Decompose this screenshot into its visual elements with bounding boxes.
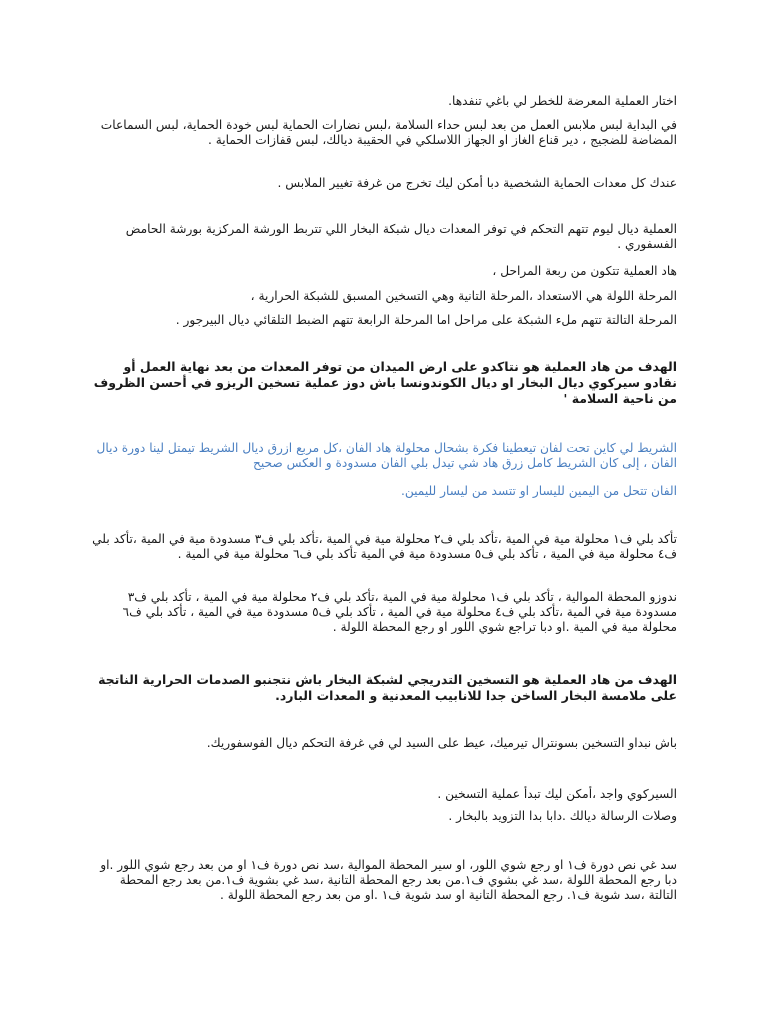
valve-check-station-1: تأكد بلي ف١ محلولة مية في المية ،تأكد بلي ف٢ محلولة مية في المية ،تأكد بلي ف٣ مسدودة مية في المية ،تأكد بلي ف٤ محلولة مية في المية ، تأكد بلي ف٥ مسدودة مية في المية تأكد بلي ف٦ محلولة مية في المية . <box>92 532 677 561</box>
stages-intro: هاد العملية تتكون من ربعة المراحل ، <box>492 264 677 278</box>
valve-direction-note: الفان تتحل من اليمين لليسار او تتسد من ليسار لليمين. <box>400 484 677 498</box>
objective-heading-2: الهدف من هاد العملية هو التسخين التدريجي لشبكة البخار باش نتجنبو الصدمات الحرارية الناتجة على ملامسة البخار الساخن جدا للانابيب المعدنية و المعدات البارد. <box>98 672 677 703</box>
valve-check-station-2: ندوزو المحطة الموالية ، تأكد بلي ف١ محلولة مية في المية ،تأكد بلي ف٢ محلولة مية في المية ، تأكد بلي ف٣ مسدودة مية في المية ،تأكد بلي ف٤ محلولة مية في المية ، تأكد بلي ف٥ مسدودة مية في المية ، تأكد بلي ف٦ محلولة مية في المية .او دبا تراجع شوي اللور او رجع المحطة اللولة . <box>122 590 677 634</box>
ppe-complete-note: عندك كل معدات الحماية الشخصية دبا أمكن ليك تخرج من غرفة تغيير الملابس . <box>277 176 677 190</box>
valve-closing-procedure: سد غي نص دورة ف١ او رجع شوي اللور، او سير المحطة الموالية ،سد نص دورة ف١ او من بعد رجع شوي اللور .او دبا رجع المحطة اللولة ،سد غي بشوي ف١.من بعد رجع المحطة التانية ،سد غي بشوية ف١.من بعد رجع المحطة التالتة ،سد شوية ف١. رجع المحطة التانية او سد شوية ف١ .او من بعد رجع المحطة اللولة . <box>100 858 677 902</box>
circuit-ready-note: السيركوي واجد ،أمكن ليك تبدأ عملية التسخين . <box>437 787 677 801</box>
objective-heading-1: الهدف من هاد العملية هو نتاكدو على ارض الميدان من توفر المعدات من بعد نهاية العمل أو نقادو سيركوي ديال البخار او ديال الكوندونسا باش دوز عملية تسخين الريزو في أحسن الظروف من ناحية السلامة ' <box>93 359 677 406</box>
stages-three-four: المرحلة التالتة تتهم ملء الشبكة على مراحل اما المرحلة الرابعة تتهم الضبط التلقائي ديال البيرجور . <box>175 313 677 327</box>
steam-supply-note: وصلات الرسالة ديالك .دابا بدا التزويد بالبخار . <box>448 809 677 823</box>
operation-description: العملية ديال ليوم تتهم التحكم في توفر المعدات ديال شبكة البخار اللي تتربط الورشة المركزية بورشة الحامض الفسفوري . <box>125 222 677 251</box>
stages-one-two: المرحلة اللولة هي الاستعداد ،المرحلة التانية وهي التسخين المسبق للشبكة الحرارية ، <box>250 289 677 303</box>
preheat-call-instruction: باش نبداو التسخين بسونترال تيرميك، عيط على السيد لي في غرفة التحكم ديال الفوسفوريك. <box>206 736 677 750</box>
ppe-instructions: في البداية لبس ملابس العمل من بعد لبس حداء السلامة ،لبس نضارات الحماية لبس خودة الحماية، لبس السماعات المضاضة للضجيج ، دير قناع الغاز او الجهاز اللاسلكي في الحقيبة ديالك، لبس قفازات الحماية . <box>100 118 677 147</box>
valve-bar-explanation: الشريط لي كاين تحت لفان تيعطينا فكرة بشحال محلولة هاد الفان ،كل مربع ازرق ديال الشريط تيمتل لينا دورة ديال الفان ، إلى كان الشريط كامل زرق هاد شي تيدل بلي الفان مسدودة و العكس صحيح <box>96 441 677 470</box>
intro-instruction: اختار العملية المعرضة للخطر لي باغي تنفدها. <box>448 94 677 108</box>
